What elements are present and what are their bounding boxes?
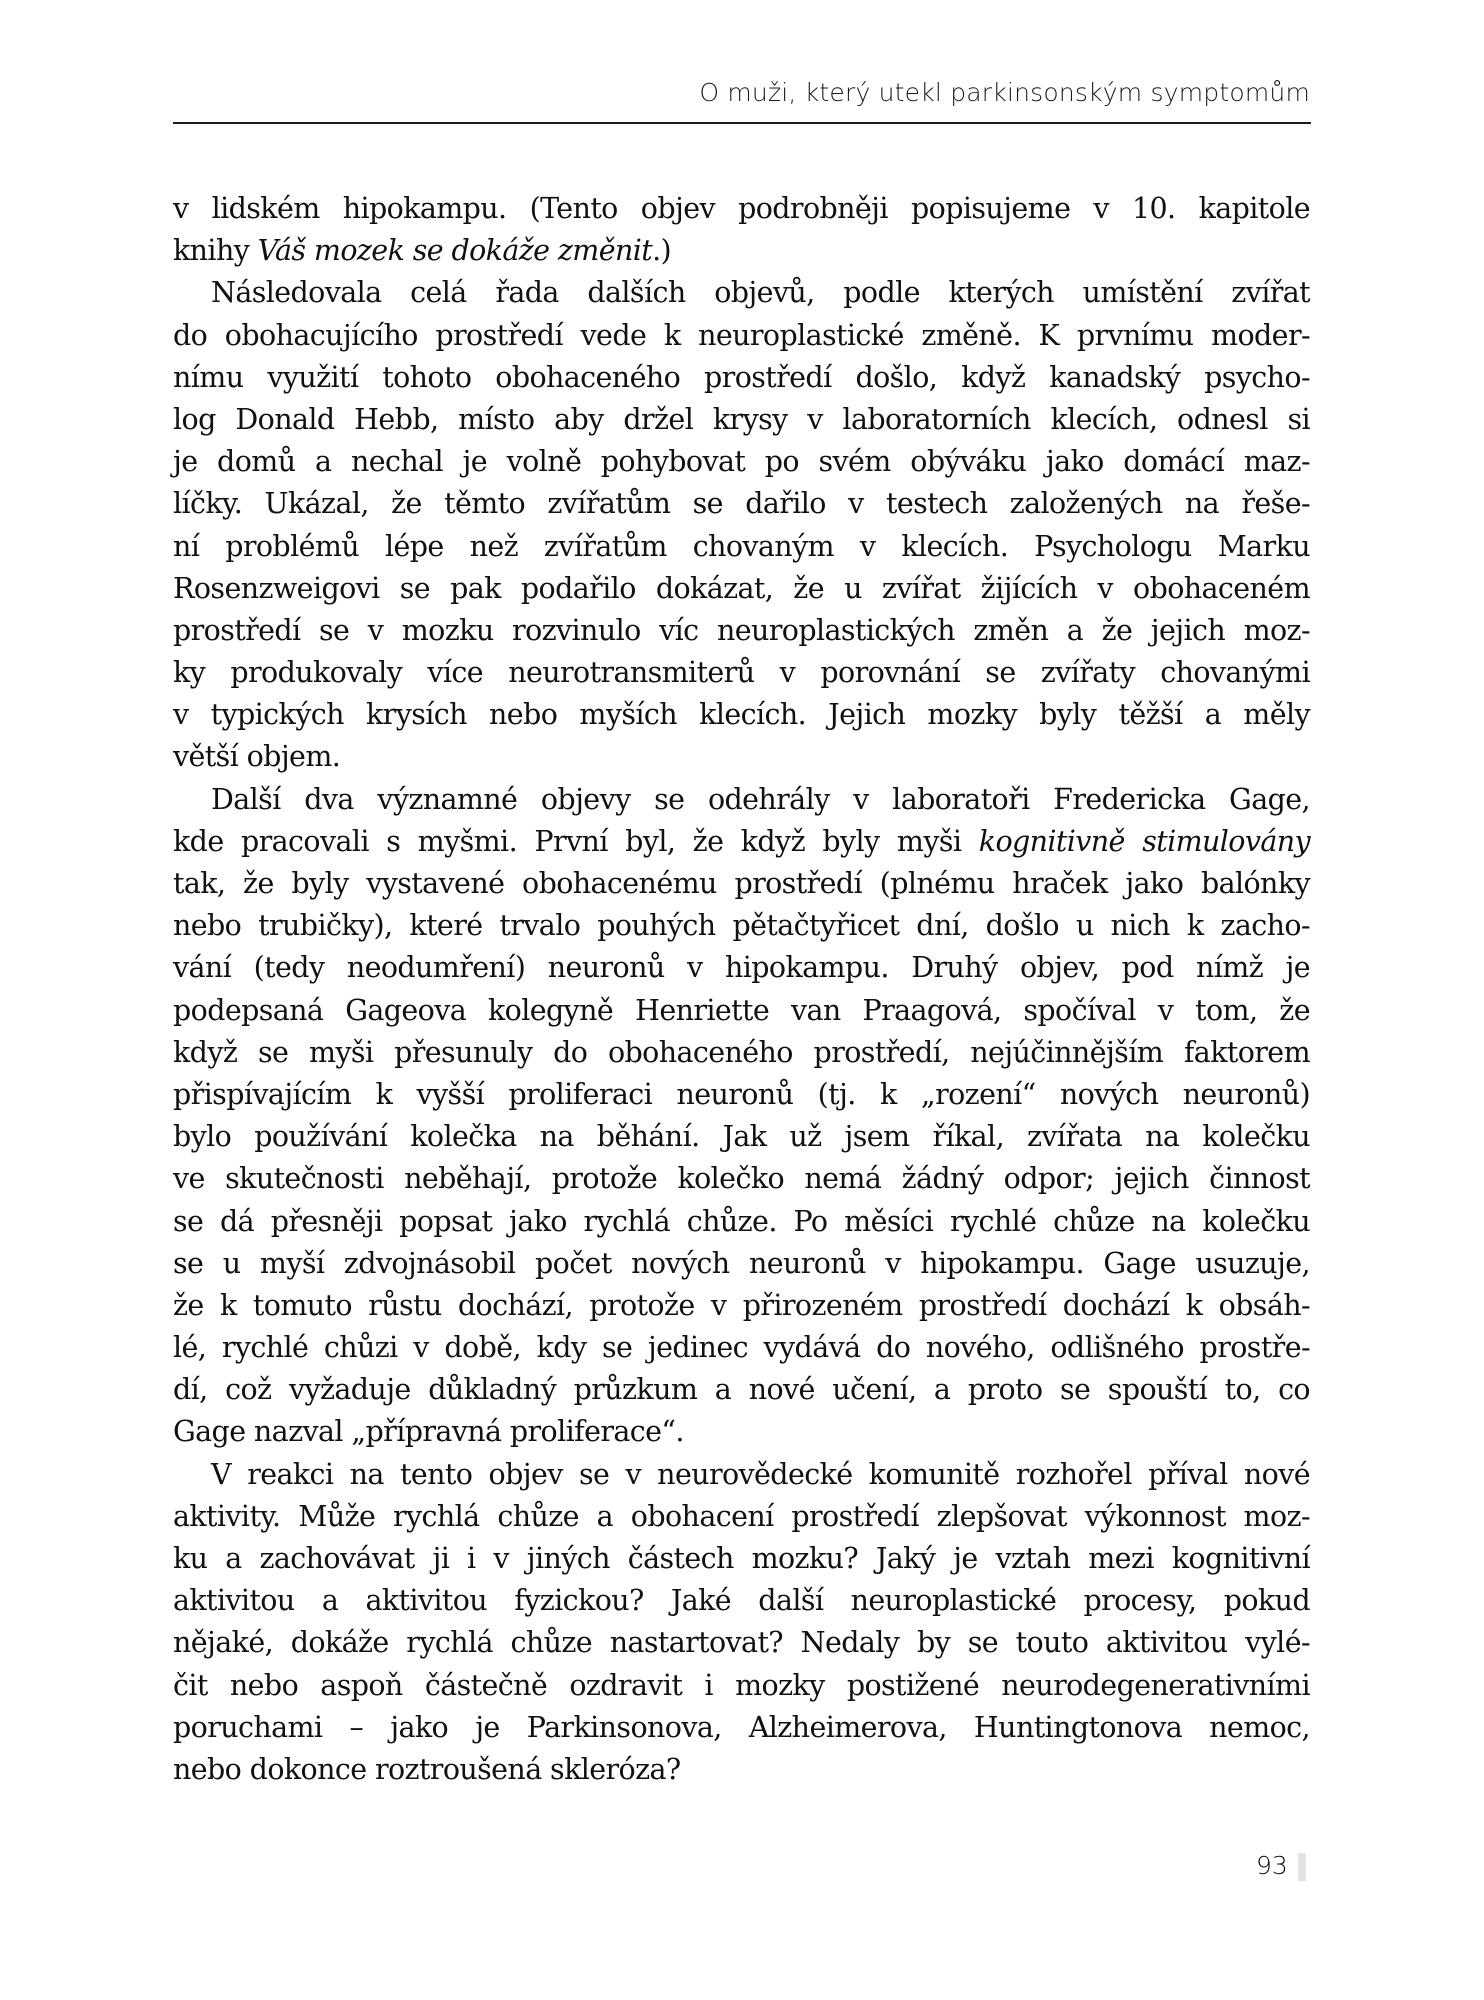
text-line: je domů a nechal je volně pohybovat po svém obýváku jako domácí maz- [173, 445, 1310, 479]
text-line: poruchami – jako je Parkinsonova, Alzheimerova, Huntingtonova nemoc, [173, 1710, 1310, 1744]
text-fragment: knihy [173, 234, 258, 268]
text-fragment: kde pracovali s myšmi. První byl, že když byly myši [173, 824, 979, 858]
text-line: podepsaná Gageova kolegyně Henriette van Praagová, spočíval v tom, že [173, 993, 1310, 1027]
text-line: čit nebo aspoň částečně ozdravit i mozky postižené neurodegenerativními [173, 1668, 1310, 1702]
text-line: ní problémů lépe než zvířatům chovaným v klecích. Psychologu Marku [173, 529, 1310, 563]
text-line: do obohacujícího prostředí vede k neuroplastické změně. K prvnímu moder- [173, 318, 1310, 352]
text-line: nebo trubičky), které trvalo pouhých pětačtyřicet dní, došlo u nich k zacho- [173, 909, 1310, 943]
book-title-italic: Váš mozek se dokáže změnit [257, 234, 653, 268]
text-line: aktivitou a aktivitou fyzickou? Jaké další neuroplastické procesy, pokud [173, 1584, 1310, 1618]
text-line: vání (tedy neodumření) neuronů v hipokampu. Druhý objev, pod nímž je [173, 951, 1310, 985]
text-line [173, 230, 1310, 272]
text-line: větší objem. [173, 740, 341, 774]
emphasis-italic: kognitivně stimulovány [978, 824, 1310, 858]
text-line: nebo dokonce roztroušená skleróza? [173, 1752, 681, 1786]
text-line: nímu využití tohoto obohaceného prostředí došlo, když kanadský psycho- [173, 360, 1310, 394]
paragraph-first-line: Další dva významné objevy se odehrály v laboratoři Fredericka Gage, [211, 782, 1310, 816]
text-line: Rosenzweigovi se pak podařilo dokázat, že u zvířat žijících v obohaceném [173, 571, 1310, 605]
text-line: ky produkovaly více neurotransmiterů v porovnání se zvířaty chovanými [173, 656, 1310, 690]
text-line: v typických krysích nebo myších klecích. Jejich mozky byly těžší a měly [173, 698, 1310, 732]
text-line: bylo používání kolečka na běhání. Jak už jsem říkal, zvířata na kolečku [173, 1120, 1310, 1154]
text-line: prostředí se v mozku rozvinulo víc neuroplastických změn a že jejich moz- [173, 613, 1310, 647]
text-line: dí, což vyžaduje důkladný průzkum a nové učení, a proto se spouští to, co [173, 1373, 1310, 1407]
text-line [173, 821, 1310, 863]
text-line: se u myší zdvojnásobil počet nových neuronů v hipokampu. Gage usuzuje, [173, 1246, 1310, 1280]
text-line: když se myši přesunuly do obohaceného prostředí, nejúčinnějším faktorem [173, 1035, 1310, 1069]
text-line: se dá přesněji popsat jako rychlá chůze. Po měsíci rychlé chůze na kolečku [173, 1204, 1310, 1238]
text-line: v lidském hipokampu. (Tento objev podrobněji popisujeme v 10. kapitole [173, 192, 1310, 225]
text-fragment: .) [652, 234, 672, 268]
text-line: log Donald Hebb, místo aby držel krysy v laboratorních klecích, odnesl si [173, 402, 1310, 436]
text-line: že k tomuto růstu dochází, protože v přirozeném prostředí dochází k obsáh- [173, 1288, 1310, 1322]
text-line: Gage nazval „přípravná proliferace“. [173, 1415, 684, 1449]
header-rule [173, 122, 1311, 124]
text-line: lé, rychlé chůzi v době, kdy se jedinec vydává do nového, odlišného prostře- [173, 1331, 1310, 1365]
text-line: aktivity. Může rychlá chůze a obohacení prostředí zlepšovat výkonnost moz- [173, 1499, 1310, 1533]
page-number: 93 [1256, 1851, 1288, 1880]
text-line: přispívajícím k vyšší proliferaci neuronů (tj. k „rození“ nových neuronů) [173, 1077, 1310, 1111]
folio-marker-bar [1298, 1853, 1306, 1881]
text-line: ve skutečnosti neběhají, protože kolečko nemá žádný odpor; jejich činnost [173, 1162, 1310, 1196]
text-line: líčky. Ukázal, že těmto zvířatům se dařilo v testech založených na řeše- [173, 487, 1310, 521]
paragraph-first-line: Následovala celá řada dalších objevů, podle kterých umístění zvířat [211, 276, 1310, 310]
body-text [173, 188, 1310, 1791]
running-header-title: O muži, který utekl parkinsonským symptomům [699, 78, 1310, 107]
text-line: ku a zachovávat ji i v jiných částech mozku? Jaký je vztah mezi kognitivní [173, 1542, 1310, 1575]
text-line: nějaké, dokáže rychlá chůze nastartovat? Nedaly by se touto aktivitou vylé- [173, 1626, 1310, 1660]
paragraph-first-line: V reakci na tento objev se v neurovědecké komunitě rozhořel příval nové [211, 1457, 1310, 1491]
text-line: tak, že byly vystavené obohacenému prostředí (plnému hraček jako balónky [173, 867, 1310, 900]
